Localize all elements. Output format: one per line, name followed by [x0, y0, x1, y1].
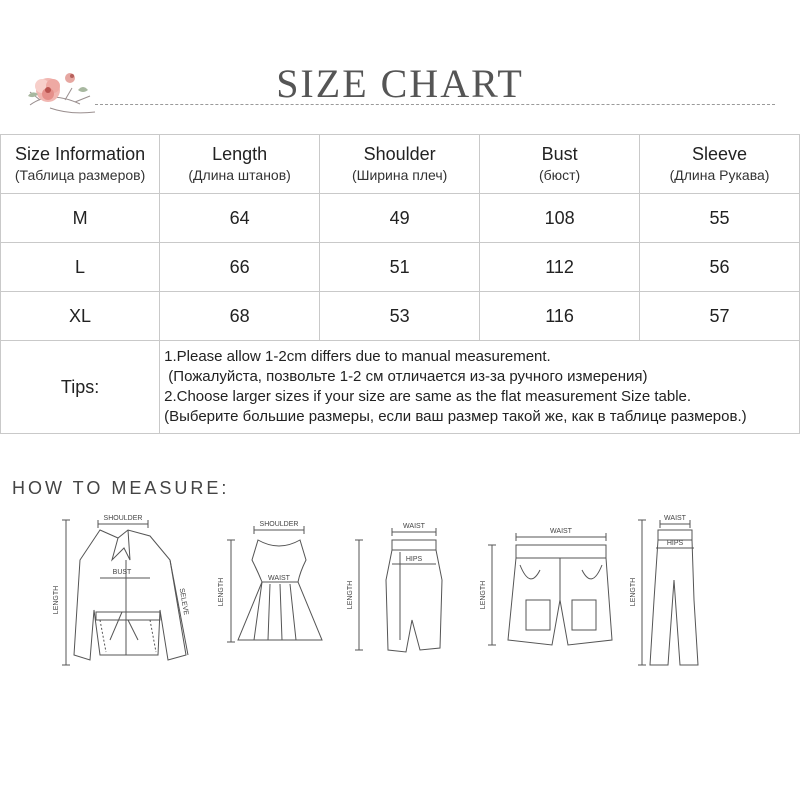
header-sub: (Длина Рукава) [669, 167, 770, 183]
tip-line: (Пожалуйста, позвольте 1-2 см отличается из-за ручного измерения) [164, 368, 648, 385]
table-cell: 116 [480, 292, 640, 341]
bust-label: BUST [112, 569, 132, 576]
header-sleeve [640, 135, 800, 194]
table-cell: XL [1, 292, 160, 341]
table-cell: 68 [160, 292, 320, 341]
header-main: Sleeve [691, 144, 748, 164]
tips-text [160, 341, 800, 434]
header [0, 0, 800, 120]
tips-row [1, 341, 800, 434]
table-cell: 66 [160, 243, 320, 292]
header-bust [480, 135, 640, 194]
hips-label: HIPS [405, 556, 423, 563]
waist-label: WAIST [403, 523, 425, 530]
tips-label: Tips: [1, 341, 160, 434]
hips-label: HIPS [666, 540, 684, 547]
shoulder-label: SHOULDER [259, 521, 299, 528]
header-main: Length [212, 144, 268, 164]
table-cell: 55 [640, 194, 800, 243]
table-cell: 64 [160, 194, 320, 243]
table-cell: 108 [480, 194, 640, 243]
title-divider [95, 104, 775, 105]
header-shoulder [320, 135, 480, 194]
header-sub: (бюст) [538, 167, 581, 183]
waist-label: WAIST [664, 515, 686, 522]
page-title: SIZE CHART [276, 61, 524, 106]
length-label: LENGTH [347, 580, 354, 610]
garment-illustrations [0, 505, 800, 685]
header-sub: (Таблица размеров) [14, 167, 146, 183]
tip-line: (Выберите большие размеры, если ваш размер такой же, как в таблице размеров.) [164, 408, 747, 425]
header-size-information [1, 135, 160, 194]
length-label: LENGTH [53, 585, 60, 615]
table-cell: 51 [320, 243, 480, 292]
table-cell: 57 [640, 292, 800, 341]
length-label: LENGTH [630, 577, 637, 607]
size-table [0, 134, 800, 434]
how-to-measure-title: HOW TO MEASURE: [12, 478, 230, 498]
shoulder-label: SHOULDER [103, 515, 143, 522]
header-main: Shoulder [363, 144, 436, 164]
table-header-row [1, 135, 800, 194]
table-cell: M [1, 194, 160, 243]
table-cell: 56 [640, 243, 800, 292]
waist-label: WAIST [268, 575, 290, 582]
jacket-icon [62, 520, 188, 665]
length-label: LENGTH [218, 577, 225, 607]
sleeve-label: SELEVE [177, 587, 190, 616]
dress-icon [227, 526, 322, 642]
table-cell: 53 [320, 292, 480, 341]
shorts-icon [488, 533, 612, 645]
table-row [1, 292, 800, 341]
tip-line: 2.Choose larger sizes if your size are same as the flat measurement Size table. [164, 388, 692, 405]
table-cell: 49 [320, 194, 480, 243]
table-row [1, 243, 800, 292]
table-row [1, 194, 800, 243]
header-main: Bust [541, 144, 578, 164]
table-cell: 112 [480, 243, 640, 292]
length-label: LENGTH [480, 580, 487, 610]
header-length [160, 135, 320, 194]
table-cell: L [1, 243, 160, 292]
tip-line: 1.Please allow 1-2cm differs due to manual measurement. [164, 348, 551, 365]
skirt-icon [355, 528, 442, 652]
waist-label: WAIST [550, 528, 572, 535]
header-sub: (Ширина плеч) [351, 167, 448, 183]
header-main: Size Information [15, 144, 146, 164]
header-sub: (Длина штанов) [188, 167, 291, 183]
